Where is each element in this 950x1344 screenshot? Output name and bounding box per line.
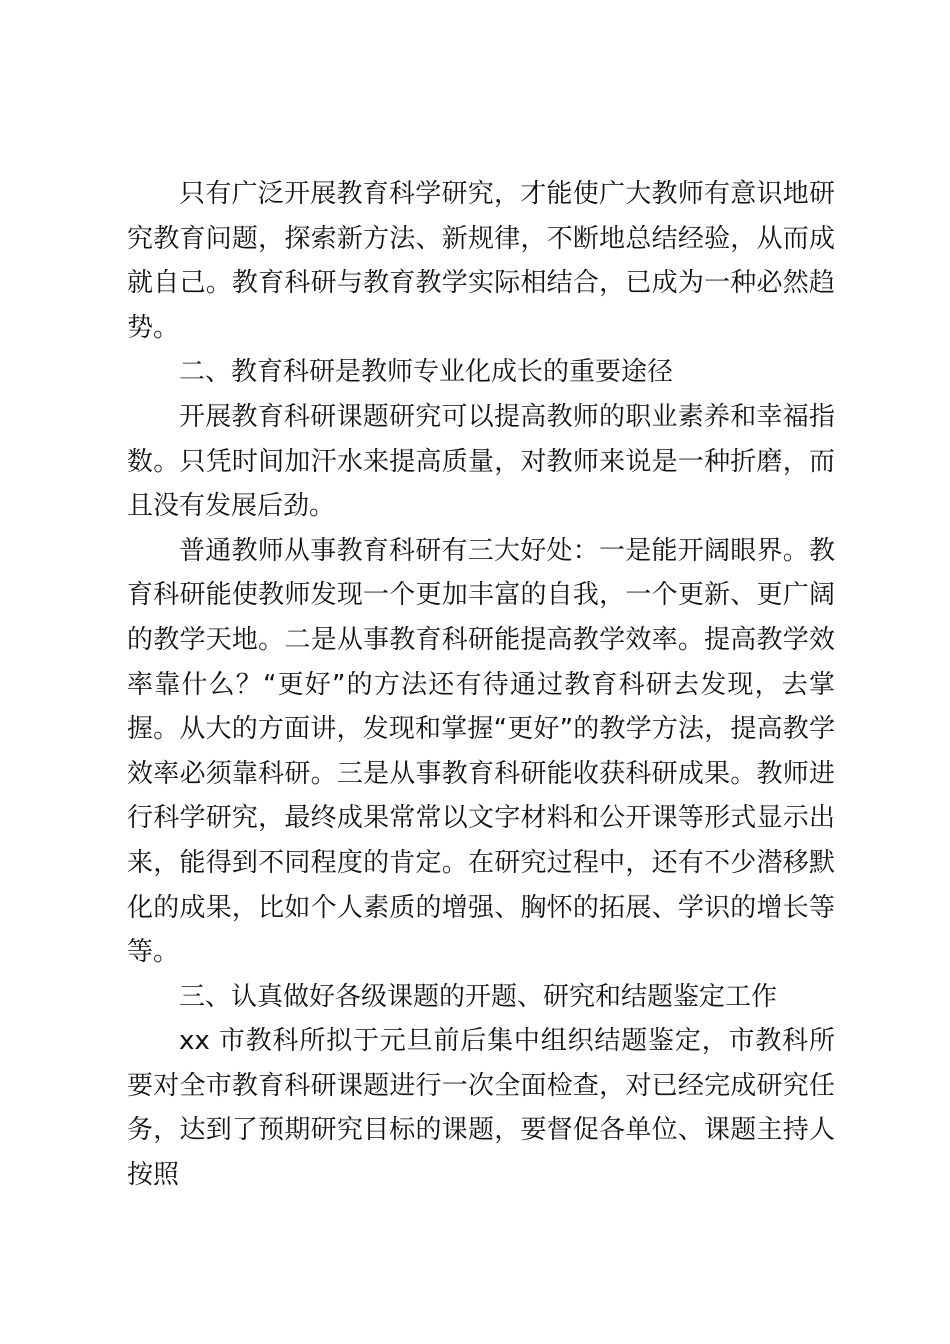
paragraph-three-benefits: 普通教师从事教育科研有三大好处：一是能开阔眼界。教育科研能使教师发现一个更加丰富的自我，一个更新、更广阔的教学天地。二是从事教育科研能提高教学效率。提高教学效率靠什么？“更好”的方法还有待通过教育科研去发现，去掌握。从大的方面讲，发现和掌握“更好”的教学方法，提高教学效率必须靠科研。三是从事教育科研能收获科研成果。教师进行科学研究，最终成果常常以文字材料和公开课等形式显示出来，能得到不同程度的肯定。在研究过程中，还有不少潜移默化的成果，比如个人素质的增强、胸怀的拓展、学识的增长等等。 [127,535,835,968]
paragraph-intro: 只有广泛开展教育科学研究，才能使广大教师有意识地研究教育问题，探索新方法、新规律，不断地总结经验，从而成就自己。教育科研与教育教学实际相结合，已成为一种必然趋势。 [127,179,835,343]
section-heading-2: 二、教育科研是教师专业化成长的重要途径 [179,357,674,388]
paragraph-professional-growth: 开展教育科研课题研究可以提高教师的职业素养和幸福指数。只凭时间加汗水来提高质量，对教师来说是一种折磨，而且没有发展后劲。 [127,401,835,522]
document-body [127,172,835,1198]
paragraph-appraisal: xx 市教科所拟于元旦前后集中组织结题鉴定，市教科所要对全市教育科研课题进行一次全面检查，对已经完成研究任务，达到了预期研究目标的课题，要督促各单位、课题主持人按照 [127,1026,835,1191]
section-heading-3: 三、认真做好各级课题的开题、研究和结题鉴定工作 [179,981,778,1012]
